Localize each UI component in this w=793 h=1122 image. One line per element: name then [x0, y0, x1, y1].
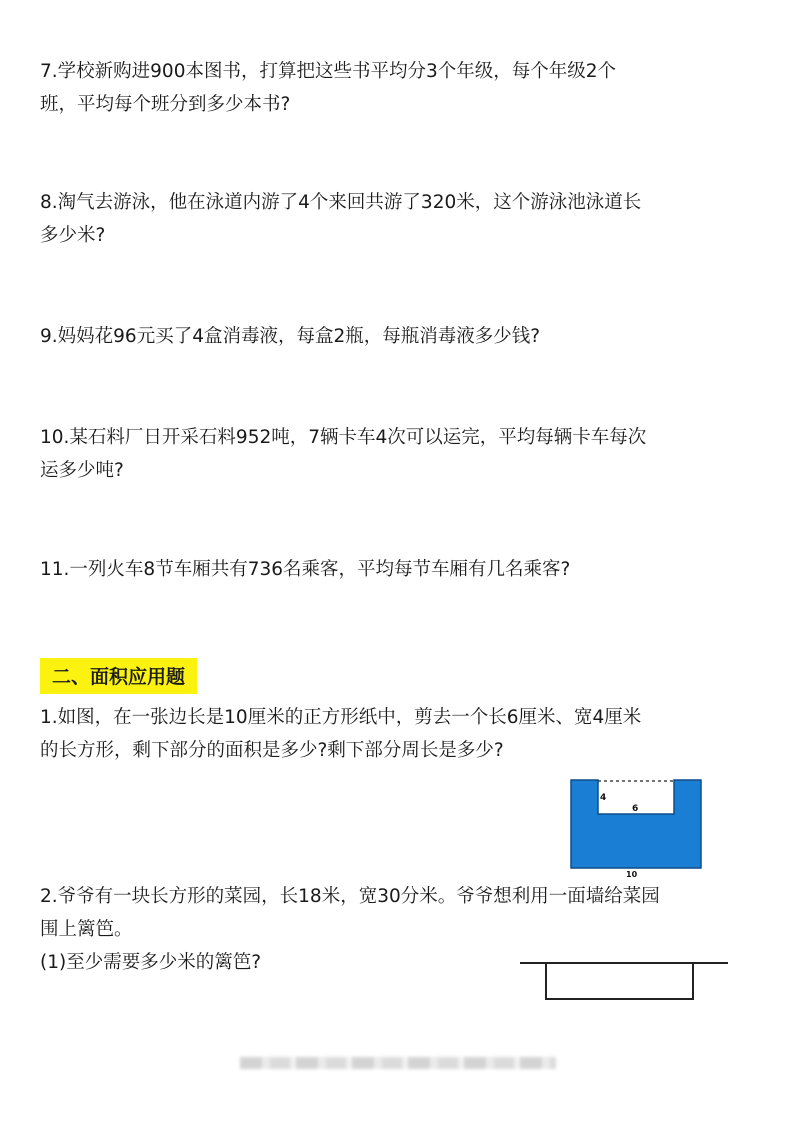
question-line: 的长方形，剩下部分的面积是多少?剩下部分周长是多少?	[40, 740, 504, 761]
question-line: 1.如图，在一张边长是10厘米的正方形纸中，剪去一个长6厘米、宽4厘米	[40, 707, 642, 728]
question-line: 2.爷爷有一块长方形的菜园，长18米，宽30分米。爷爷想利用一面墙给菜园	[40, 886, 660, 907]
question-line: 8.淘气去游泳，他在泳道内游了4个来回共游了320米，这个游泳池泳道长	[40, 192, 642, 213]
remaining-shape	[571, 780, 701, 868]
label-bottom-10: 10	[626, 870, 638, 878]
garden-wall-diagram	[518, 955, 733, 1005]
garden-rectangle	[546, 963, 693, 999]
area-question-1	[40, 701, 760, 767]
question-line: 运多少吨?	[40, 460, 124, 481]
figure-garden-wall	[518, 955, 733, 1005]
question-line: 10.某石料厂日开采石料952吨，7辆卡车4次可以运完，平均每辆卡车每次	[40, 427, 647, 448]
question-line: 围上篱笆。	[40, 919, 133, 940]
question-line: 9.妈妈花96元买了4盒消毒液，每盒2瓶，每瓶消毒液多少钱?	[40, 326, 541, 347]
figure-cut-square	[568, 778, 708, 878]
question-line: (1)至少需要多少米的篱笆?	[40, 952, 262, 973]
section-title: 二、面积应用题	[40, 658, 197, 694]
blurred-footer	[240, 1057, 556, 1069]
question-9	[40, 320, 760, 353]
question-line: 7.学校新购进900本图书，打算把这些书平均分3个年级，每个年级2个	[40, 61, 617, 82]
question-8	[40, 186, 760, 252]
question-line: 多少米?	[40, 225, 106, 246]
cut-square-diagram	[568, 778, 708, 878]
question-line: 11.一列火车8节车厢共有736名乘客，平均每节车厢有几名乘客?	[40, 559, 571, 580]
question-7	[40, 55, 760, 121]
question-11	[40, 553, 760, 586]
label-side-4: 4	[600, 793, 607, 803]
label-cut-6: 6	[632, 804, 639, 814]
question-line: 班，平均每个班分到多少本书?	[40, 94, 291, 115]
question-10	[40, 421, 760, 487]
